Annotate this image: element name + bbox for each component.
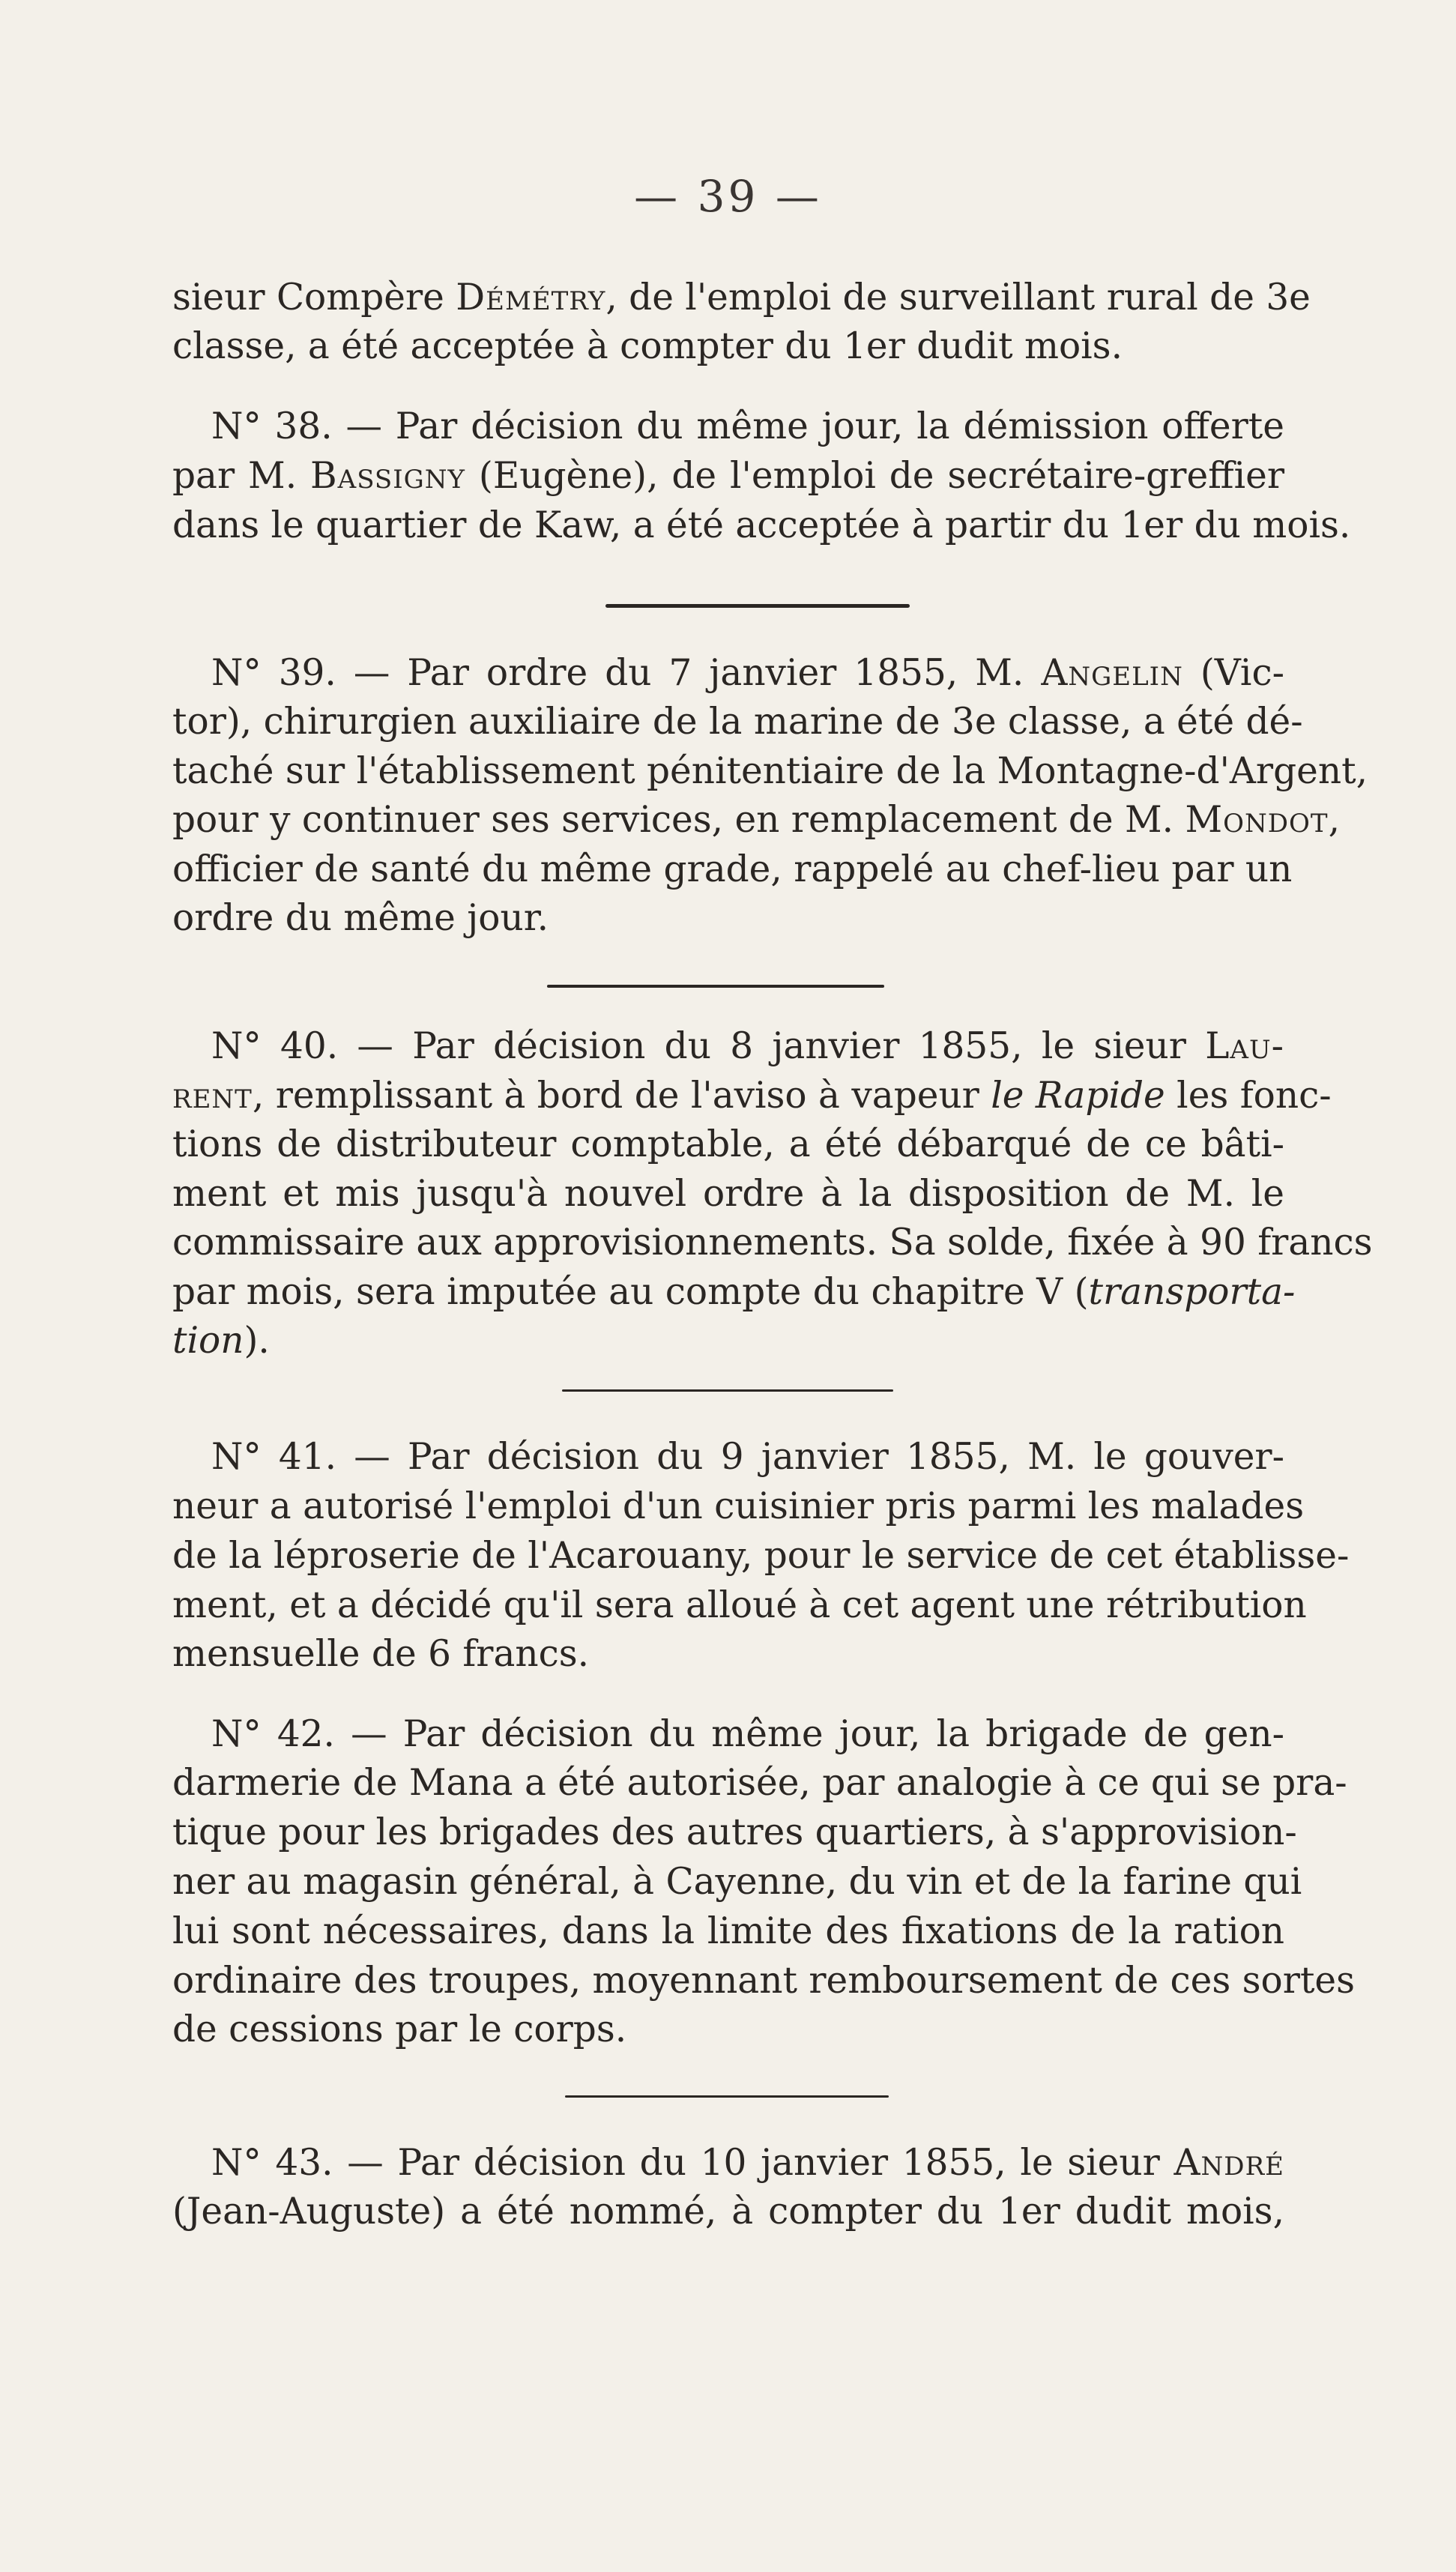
text-line: tion). <box>172 1320 270 1362</box>
text-line: rent, remplissant à bord de l'aviso à vapeur le Rapide les fonc- <box>172 1075 1332 1117</box>
paragraph-start-43: N° 43. — Par décision du 10 janvier 1855, le sieur André <box>211 2142 1284 2184</box>
text-line: ner au magasin général, à Cayenne, du vin et de la farine qui <box>172 1861 1302 1903</box>
text-line: tor), chirurgien auxiliaire de la marine de 3e classe, a été dé- <box>172 701 1303 743</box>
text-line: ment, et a décidé qu'il sera alloué à cet agent une rétribution <box>172 1584 1307 1626</box>
text-line: (Jean-Auguste) a été nommé, à compter du 1er dudit mois, <box>172 2191 1284 2233</box>
paragraph-start-40: N° 40. — Par décision du 8 janvier 1855, le sieur Lau- <box>211 1025 1284 1067</box>
text-line: sieur Compère Démétry, de l'emploi de surveillant rural de 3e <box>172 277 1311 319</box>
paragraph-start-41: N° 41. — Par décision du 9 janvier 1855, M. le gouver- <box>211 1436 1284 1478</box>
text-line: classe, a été acceptée à compter du 1er dudit mois. <box>172 325 1123 367</box>
text-line: de cessions par le corps. <box>172 2008 627 2050</box>
paragraph-start-42: N° 42. — Par décision du même jour, la brigade de gen- <box>211 1713 1284 1755</box>
text-line: ment et mis jusqu'à nouvel ordre à la disposition de M. le <box>172 1173 1284 1215</box>
text-line: pour y continuer ses services, en remplacement de M. Mondot, <box>172 799 1341 841</box>
text-line: mensuelle de 6 francs. <box>172 1633 590 1675</box>
person-name: Démétry <box>456 277 606 319</box>
paragraph-start-39: N° 39. — Par ordre du 7 janvier 1855, M. Angelin (Vic- <box>211 652 1284 694</box>
text-line: ordinaire des troupes, moyennant remboursement de ces sortes <box>172 1960 1356 2002</box>
paragraph-start-38: N° 38. — Par décision du même jour, la démission offerte <box>211 405 1284 447</box>
section-divider <box>605 604 910 608</box>
person-name: Lau- <box>1205 1025 1284 1067</box>
text-line: darmerie de Mana a été autorisée, par analogie à ce qui se pra- <box>172 1762 1347 1804</box>
section-divider <box>562 1389 893 1392</box>
person-name: Bassigny <box>310 455 465 497</box>
text-line: tique pour les brigades des autres quartiers, à s'approvision- <box>172 1811 1297 1853</box>
text-line: lui sont nécessaires, dans la limite des fixations de la ration <box>172 1910 1284 1952</box>
text-line: ordre du même jour. <box>172 897 549 939</box>
person-name: rent <box>172 1075 253 1117</box>
text-line: commissaire aux approvisionnements. Sa solde, fixée à 90 francs <box>172 1222 1373 1264</box>
person-name: Mondot <box>1185 799 1329 841</box>
page-number: — 39 — <box>634 171 822 222</box>
text-line: de la léproserie de l'Acarouany, pour le service de cet établisse- <box>172 1535 1350 1577</box>
section-divider <box>565 2095 889 2098</box>
ship-name: le Rapide <box>991 1075 1165 1117</box>
text-line: dans le quartier de Kaw, a été acceptée à partir du 1er du mois. <box>172 504 1351 546</box>
text-line: taché sur l'établissement pénitentiaire de la Montagne-d'Argent, <box>172 750 1368 792</box>
text-line: tions de distributeur comptable, a été débarqué de ce bâti- <box>172 1123 1284 1165</box>
text-line: neur a autorisé l'emploi d'un cuisinier pris parmi les malades <box>172 1485 1305 1527</box>
text-line: par mois, sera imputée au compte du chapitre V (transporta- <box>172 1271 1296 1313</box>
text-line: officier de santé du même grade, rappelé au chef-lieu par un <box>172 848 1293 890</box>
text-line: par M. Bassigny (Eugène), de l'emploi de secrétaire-greffier <box>172 455 1285 497</box>
person-name: André <box>1173 2142 1284 2184</box>
person-name: Angelin <box>1041 652 1183 694</box>
section-divider <box>547 985 884 988</box>
